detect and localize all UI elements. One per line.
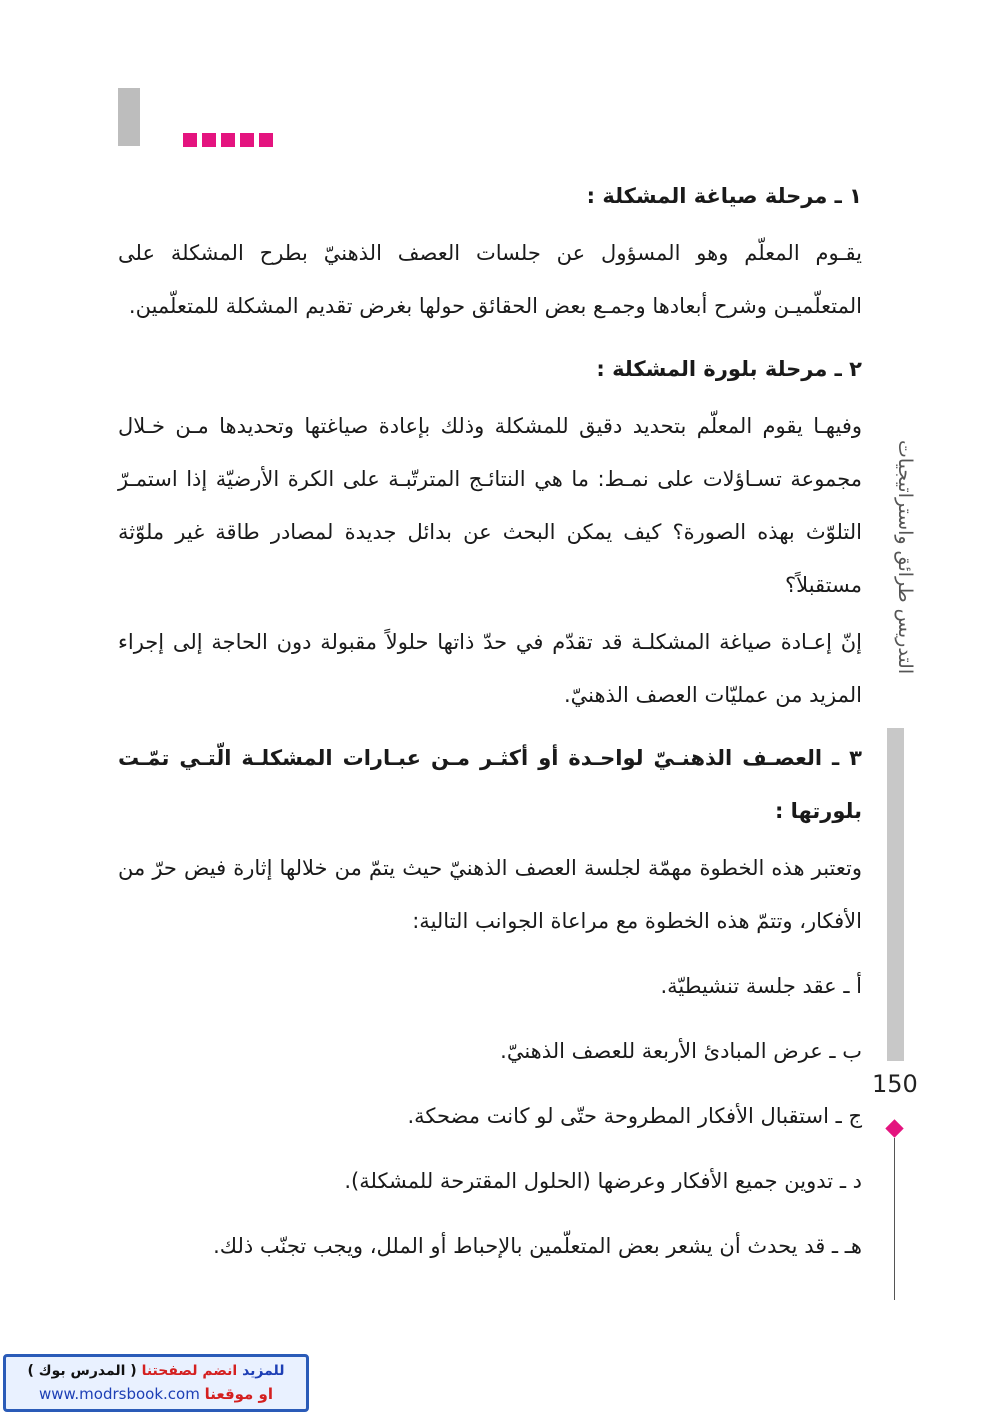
banner-join: انضم لصفحتنا xyxy=(141,1363,238,1379)
decorative-gray-block xyxy=(118,88,140,146)
section-2-heading: ٢ ـ مرحلة بلورة المشكلة : xyxy=(596,357,862,381)
pink-dot xyxy=(259,133,273,147)
side-gray-bar xyxy=(887,728,904,1061)
section-3-heading: ٣ ـ العصـف الذهنـيّ لواحـدة أو أكثـر مـن عبـارات المشكلـة الّتـي تمّـت بلورتها : xyxy=(118,746,862,823)
running-title: التدريس طرائق واستراتيجيات xyxy=(894,440,916,675)
section-2-paragraph-2: إنّ إعـادة صياغة المشكلـة قد تقدّم في حدّ ذاتها حلولاً مقبولة دون الحاجة إلى إجراء المزيد من عمليّات العصف الذهنيّ. xyxy=(118,630,862,707)
banner-brand: ( المدرس بوك ) xyxy=(27,1363,137,1379)
promo-banner[interactable] xyxy=(3,1354,309,1412)
section-3-paragraph: وتعتبر هذه الخطوة مهمّة لجلسة العصف الذهنيّ حيث يتمّ من خلالها إثارة فيض حرّ من الأفكار، وتتمّ هذه الخطوة مع مراعاة الجوانب التالية: xyxy=(118,856,862,933)
banner-site: او موقعنا xyxy=(204,1385,274,1403)
section-2-paragraph-1: وفيهـا يقوم المعلّم بتحديد دقيق للمشكلة وذلك بإعادة صياغتها وتحديدها مـن خـلال مجموعة تسـاؤلات على نمـط: ما هي النتائـج المترتّبـة على الكرة الأرضيّة إذا استمـرّ التلوّث بهذه الصورة؟ كيف يمكن البحث عن بدائل جديدة لمصادر طاقة غير ملوّثة مستقبلاً؟ xyxy=(118,414,862,597)
diamond-icon xyxy=(885,1119,903,1137)
vertical-divider xyxy=(894,1138,895,1300)
page-number: 150 xyxy=(872,1070,918,1098)
banner-more: للمزيد xyxy=(242,1363,285,1379)
pink-dot xyxy=(221,133,235,147)
list-item: أ ـ عقد جلسة تنشيطيّة. xyxy=(660,974,862,998)
page-content xyxy=(118,170,862,1273)
section-1-heading: ١ ـ مرحلة صياغة المشكلة : xyxy=(586,184,862,208)
list-item: هـ ـ قد يحدث أن يشعر بعض المتعلّمين بالإحباط أو الملل، ويجب تجنّب ذلك. xyxy=(213,1234,862,1258)
pink-dot xyxy=(202,133,216,147)
banner-text-line xyxy=(6,1359,306,1383)
list-item: د ـ تدوين جميع الأفكار وعرضها (الحلول المقترحة للمشكلة). xyxy=(344,1169,862,1193)
decorative-pink-dots xyxy=(183,133,273,147)
list-item: ج ـ استقبال الأفكار المطروحة حتّى لو كانت مضحكة. xyxy=(407,1104,862,1128)
section-1-paragraph: يقـوم المعلّم وهو المسؤول عن جلسات العصف الذهنيّ بطرح المشكلة على المتعلّميـن وشرح أبعادها وجمـع بعض الحقائق حولها بغرض تقديم المشكلة للمتعلّمين. xyxy=(118,241,862,318)
list-item: ب ـ عرض المبادئ الأربعة للعصف الذهنيّ. xyxy=(500,1039,862,1063)
banner-url-line xyxy=(6,1383,306,1405)
pink-dot xyxy=(183,133,197,147)
banner-url-link[interactable]: www.modrsbook.com xyxy=(38,1385,200,1403)
pink-dot xyxy=(240,133,254,147)
